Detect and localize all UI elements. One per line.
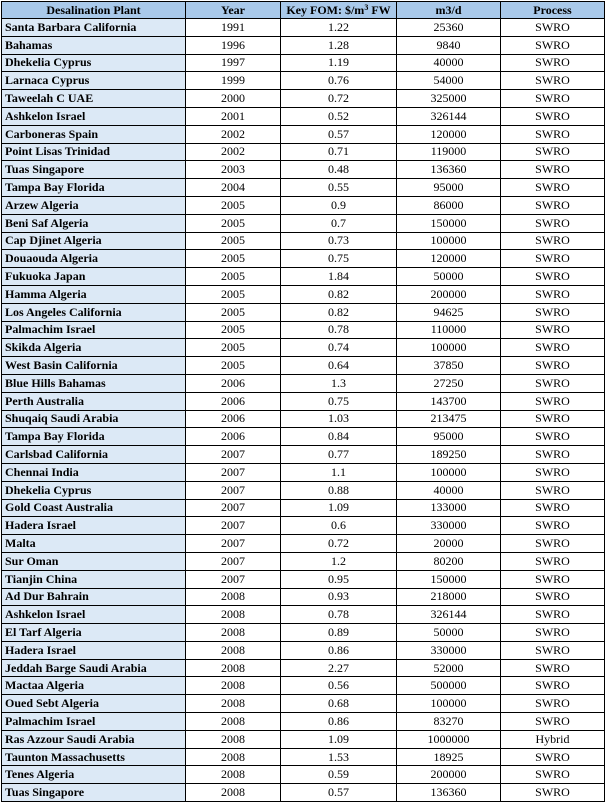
capacity-cell: 25360 [397,19,501,37]
plant-name-cell: Taweelah C UAE [2,90,186,108]
process-cell: SWRO [501,446,605,464]
year-cell: 2008 [186,748,281,766]
desalination-plants-table [1,1,605,802]
year-cell: 2007 [186,570,281,588]
table-row [2,179,605,197]
header-capacity: m3/d [397,2,501,19]
table-row [2,552,605,570]
capacity-cell: 136360 [397,784,501,802]
process-cell: SWRO [501,481,605,499]
capacity-cell: 500000 [397,677,501,695]
plant-name-cell: Tianjin China [2,570,186,588]
table-row [2,446,605,464]
capacity-cell: 86000 [397,196,501,214]
process-cell: SWRO [501,250,605,268]
fom-cell: 0.93 [281,588,397,606]
year-cell: 2008 [186,766,281,784]
table-row [2,161,605,179]
fom-cell: 0.78 [281,321,397,339]
capacity-cell: 40000 [397,481,501,499]
fom-cell: 0.55 [281,179,397,197]
capacity-cell: 95000 [397,179,501,197]
capacity-cell: 120000 [397,250,501,268]
plant-name-cell: Ras Azzour Saudi Arabia [2,730,186,748]
year-cell: 2006 [186,374,281,392]
table-row [2,143,605,161]
plant-name-cell: Carlsbad California [2,446,186,464]
capacity-cell: 50000 [397,624,501,642]
process-cell: SWRO [501,535,605,553]
plant-name-cell: Ashkelon Israel [2,606,186,624]
process-cell: SWRO [501,659,605,677]
table-header [2,2,605,19]
year-cell: 2008 [186,588,281,606]
capacity-cell: 37850 [397,357,501,375]
table-row [2,90,605,108]
year-cell: 2007 [186,552,281,570]
table-row [2,481,605,499]
fom-cell: 1.03 [281,410,397,428]
plant-name-cell: Tampa Bay Florida [2,428,186,446]
year-cell: 2008 [186,784,281,802]
table-row [2,250,605,268]
table-row [2,125,605,143]
plant-name-cell: Los Angeles California [2,303,186,321]
plant-name-cell: Dhekelia Cyprus [2,481,186,499]
capacity-cell: 54000 [397,72,501,90]
plant-name-cell: Mactaa Algeria [2,677,186,695]
table-row [2,232,605,250]
year-cell: 2005 [186,196,281,214]
table-row [2,641,605,659]
fom-cell: 1.1 [281,463,397,481]
process-cell: SWRO [501,499,605,517]
table-row [2,517,605,535]
capacity-cell: 52000 [397,659,501,677]
table-row [2,784,605,802]
fom-cell: 0.68 [281,695,397,713]
process-cell: SWRO [501,374,605,392]
fom-cell: 1.09 [281,730,397,748]
capacity-cell: 150000 [397,570,501,588]
table-row [2,196,605,214]
year-cell: 2004 [186,179,281,197]
process-cell: Hybrid [501,730,605,748]
fom-cell: 1.19 [281,54,397,72]
fom-cell: 0.6 [281,517,397,535]
year-cell: 2002 [186,125,281,143]
year-cell: 1999 [186,72,281,90]
year-cell: 1997 [186,54,281,72]
plant-name-cell: Malta [2,535,186,553]
plant-name-cell: Chennai India [2,463,186,481]
table-row [2,659,605,677]
plant-name-cell: Skikda Algeria [2,339,186,357]
process-cell: SWRO [501,214,605,232]
fom-cell: 1.53 [281,748,397,766]
table-row [2,303,605,321]
capacity-cell: 218000 [397,588,501,606]
plant-name-cell: Taunton Massachusetts [2,748,186,766]
fom-cell: 0.84 [281,428,397,446]
year-cell: 2008 [186,677,281,695]
year-cell: 1991 [186,19,281,37]
process-cell: SWRO [501,143,605,161]
table-row [2,463,605,481]
capacity-cell: 100000 [397,232,501,250]
process-cell: SWRO [501,54,605,72]
plant-name-cell: Santa Barbara California [2,19,186,37]
table-row [2,285,605,303]
process-cell: SWRO [501,552,605,570]
year-cell: 2005 [186,250,281,268]
capacity-cell: 133000 [397,499,501,517]
fom-cell: 0.74 [281,339,397,357]
process-cell: SWRO [501,463,605,481]
fom-cell: 0.89 [281,624,397,642]
plant-name-cell: Oued Sebt Algeria [2,695,186,713]
capacity-cell: 9840 [397,36,501,54]
fom-cell: 1.2 [281,552,397,570]
process-cell: SWRO [501,766,605,784]
fom-cell: 0.57 [281,125,397,143]
capacity-cell: 100000 [397,339,501,357]
fom-cell: 0.64 [281,357,397,375]
fom-cell: 0.88 [281,481,397,499]
fom-cell: 0.72 [281,90,397,108]
process-cell: SWRO [501,588,605,606]
header-year: Year [186,2,281,19]
process-cell: SWRO [501,268,605,286]
year-cell: 2006 [186,392,281,410]
table-row [2,339,605,357]
process-cell: SWRO [501,428,605,446]
capacity-cell: 189250 [397,446,501,464]
capacity-cell: 27250 [397,374,501,392]
table-body [2,19,605,802]
table-row [2,392,605,410]
year-cell: 2008 [186,659,281,677]
plant-name-cell: Hadera Israel [2,641,186,659]
table-row [2,19,605,37]
table-row [2,624,605,642]
capacity-cell: 330000 [397,517,501,535]
plant-name-cell: Hamma Algeria [2,285,186,303]
year-cell: 2005 [186,357,281,375]
table-row [2,107,605,125]
year-cell: 2007 [186,481,281,499]
fom-cell: 0.77 [281,446,397,464]
capacity-cell: 120000 [397,125,501,143]
capacity-cell: 150000 [397,214,501,232]
table-row [2,214,605,232]
fom-cell: 0.72 [281,535,397,553]
plant-name-cell: Tampa Bay Florida [2,179,186,197]
year-cell: 2000 [186,90,281,108]
process-cell: SWRO [501,517,605,535]
plant-name-cell: Gold Coast Australia [2,499,186,517]
process-cell: SWRO [501,410,605,428]
capacity-cell: 200000 [397,285,501,303]
table-row [2,36,605,54]
capacity-cell: 330000 [397,641,501,659]
table-row [2,374,605,392]
process-cell: SWRO [501,161,605,179]
year-cell: 2007 [186,499,281,517]
capacity-cell: 200000 [397,766,501,784]
fom-cell: 0.9 [281,196,397,214]
year-cell: 2007 [186,446,281,464]
fom-cell: 0.71 [281,143,397,161]
plant-name-cell: Cap Djinet Algeria [2,232,186,250]
capacity-cell: 136360 [397,161,501,179]
plant-name-cell: Arzew Algeria [2,196,186,214]
table-row [2,321,605,339]
table-row [2,588,605,606]
fom-cell: 1.3 [281,374,397,392]
plant-name-cell: Ad Dur Bahrain [2,588,186,606]
table-row [2,535,605,553]
capacity-cell: 83270 [397,713,501,731]
table-row [2,268,605,286]
capacity-cell: 143700 [397,392,501,410]
process-cell: SWRO [501,321,605,339]
year-cell: 2005 [186,285,281,303]
fom-cell: 0.48 [281,161,397,179]
process-cell: SWRO [501,196,605,214]
year-cell: 2005 [186,303,281,321]
year-cell: 2005 [186,321,281,339]
process-cell: SWRO [501,232,605,250]
capacity-cell: 50000 [397,268,501,286]
year-cell: 2008 [186,695,281,713]
year-cell: 1996 [186,36,281,54]
plant-name-cell: Tuas Singapore [2,161,186,179]
table-row [2,713,605,731]
fom-cell: 0.86 [281,641,397,659]
year-cell: 2001 [186,107,281,125]
table-row [2,410,605,428]
fom-cell: 0.78 [281,606,397,624]
year-cell: 2007 [186,517,281,535]
capacity-cell: 94625 [397,303,501,321]
fom-cell: 0.75 [281,250,397,268]
capacity-cell: 80200 [397,552,501,570]
plant-name-cell: Tenes Algeria [2,766,186,784]
fom-cell: 1.28 [281,36,397,54]
plant-name-cell: Ashkelon Israel [2,107,186,125]
capacity-cell: 326144 [397,107,501,125]
plant-name-cell: Douaouda Algeria [2,250,186,268]
fom-cell: 0.82 [281,303,397,321]
year-cell: 2008 [186,624,281,642]
process-cell: SWRO [501,570,605,588]
table-row [2,677,605,695]
plant-name-cell: Bahamas [2,36,186,54]
plant-name-cell: Blue Hills Bahamas [2,374,186,392]
capacity-cell: 100000 [397,695,501,713]
capacity-cell: 18925 [397,748,501,766]
year-cell: 2005 [186,214,281,232]
capacity-cell: 20000 [397,535,501,553]
year-cell: 2007 [186,535,281,553]
process-cell: SWRO [501,303,605,321]
plant-name-cell: West Basin California [2,357,186,375]
header-process: Process [501,2,605,19]
year-cell: 2005 [186,268,281,286]
process-cell: SWRO [501,748,605,766]
plant-name-cell: El Tarf Algeria [2,624,186,642]
process-cell: SWRO [501,19,605,37]
plant-name-cell: Jeddah Barge Saudi Arabia [2,659,186,677]
year-cell: 2008 [186,641,281,659]
year-cell: 2008 [186,606,281,624]
plant-name-cell: Beni Saf Algeria [2,214,186,232]
header-fom-suffix: FW [368,2,391,17]
plant-name-cell: Dhekelia Cyprus [2,54,186,72]
process-cell: SWRO [501,606,605,624]
plant-name-cell: Palmachim Israel [2,321,186,339]
process-cell: SWRO [501,784,605,802]
table-row [2,748,605,766]
fom-cell: 0.82 [281,285,397,303]
process-cell: SWRO [501,339,605,357]
fom-cell: 0.95 [281,570,397,588]
process-cell: SWRO [501,695,605,713]
table-row [2,606,605,624]
fom-cell: 2.27 [281,659,397,677]
year-cell: 2008 [186,730,281,748]
plant-name-cell: Shuqaiq Saudi Arabia [2,410,186,428]
header-fom [281,2,397,19]
process-cell: SWRO [501,179,605,197]
process-cell: SWRO [501,357,605,375]
process-cell: SWRO [501,641,605,659]
header-row [2,2,605,19]
year-cell: 2005 [186,339,281,357]
fom-cell: 0.59 [281,766,397,784]
header-fom-superscript: 3 [364,2,369,12]
plant-name-cell: Hadera Israel [2,517,186,535]
fom-cell: 1.84 [281,268,397,286]
process-cell: SWRO [501,125,605,143]
table-row [2,428,605,446]
table-row [2,695,605,713]
capacity-cell: 110000 [397,321,501,339]
plant-name-cell: Perth Australia [2,392,186,410]
process-cell: SWRO [501,90,605,108]
fom-cell: 0.86 [281,713,397,731]
capacity-cell: 325000 [397,90,501,108]
capacity-cell: 119000 [397,143,501,161]
plant-name-cell: Sur Oman [2,552,186,570]
process-cell: SWRO [501,107,605,125]
table-row [2,357,605,375]
plant-name-cell: Larnaca Cyprus [2,72,186,90]
year-cell: 2003 [186,161,281,179]
fom-cell: 0.76 [281,72,397,90]
plant-name-cell: Palmachim Israel [2,713,186,731]
process-cell: SWRO [501,677,605,695]
process-cell: SWRO [501,36,605,54]
capacity-cell: 213475 [397,410,501,428]
fom-cell: 0.52 [281,107,397,125]
year-cell: 2007 [186,463,281,481]
year-cell: 2006 [186,410,281,428]
process-cell: SWRO [501,285,605,303]
process-cell: SWRO [501,624,605,642]
table-row [2,499,605,517]
plant-name-cell: Point Lisas Trinidad [2,143,186,161]
year-cell: 2002 [186,143,281,161]
table-row [2,570,605,588]
fom-cell: 0.57 [281,784,397,802]
table-row [2,72,605,90]
capacity-cell: 40000 [397,54,501,72]
year-cell: 2006 [186,428,281,446]
table-row [2,54,605,72]
header-plant: Desalination Plant [2,2,186,19]
capacity-cell: 95000 [397,428,501,446]
table-row [2,730,605,748]
plant-name-cell: Tuas Singapore [2,784,186,802]
capacity-cell: 1000000 [397,730,501,748]
process-cell: SWRO [501,72,605,90]
plant-name-cell: Carboneras Spain [2,125,186,143]
fom-cell: 1.22 [281,19,397,37]
fom-cell: 1.09 [281,499,397,517]
year-cell: 2008 [186,713,281,731]
header-fom-prefix: Key FOM: $/m [286,2,365,17]
process-cell: SWRO [501,713,605,731]
table-row [2,766,605,784]
capacity-cell: 326144 [397,606,501,624]
process-cell: SWRO [501,392,605,410]
fom-cell: 0.7 [281,214,397,232]
capacity-cell: 100000 [397,463,501,481]
year-cell: 2005 [186,232,281,250]
plant-name-cell: Fukuoka Japan [2,268,186,286]
fom-cell: 0.75 [281,392,397,410]
fom-cell: 0.56 [281,677,397,695]
fom-cell: 0.73 [281,232,397,250]
